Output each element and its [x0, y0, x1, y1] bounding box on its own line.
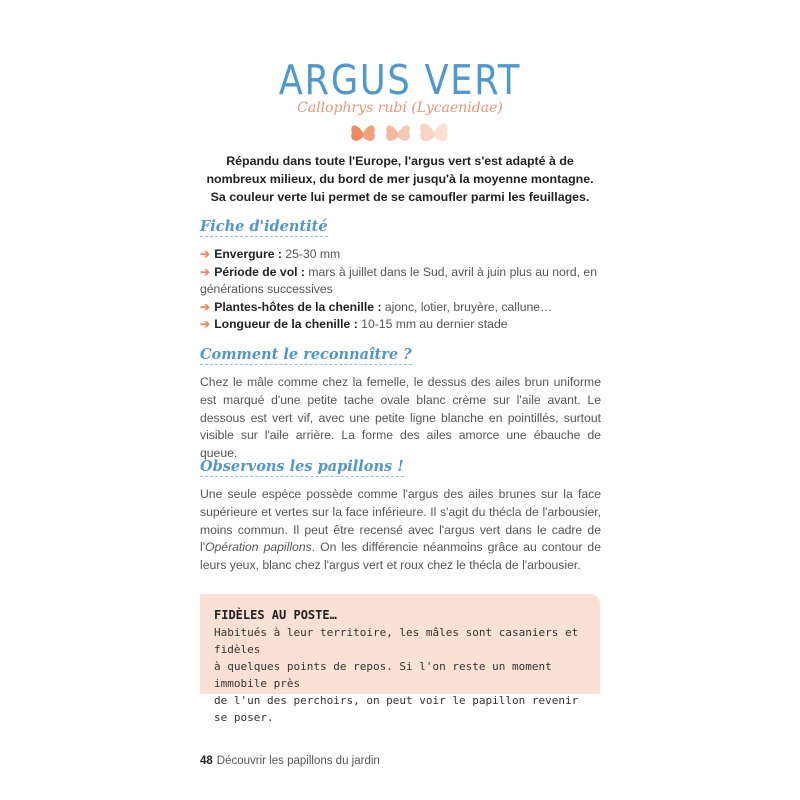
fiche-label: Plantes-hôtes de la chenille :: [214, 299, 382, 314]
butterfly-icons: [346, 118, 454, 148]
butterfly-icon: [420, 124, 448, 142]
section-heading-observons: Observons les papillons !: [200, 458, 404, 475]
paragraph-text: . On les différencie néanmoins grâce au contour de leurs yeux, blanc chez l'argus vert et roux chez le thécla de l'arbousier.: [200, 540, 601, 573]
fiche-label: Période de vol :: [214, 264, 305, 279]
page-title: ARGUS VERT: [278, 56, 522, 104]
fiche-value: 25-30 mm: [285, 247, 341, 261]
info-box-title: FIDÈLES AU POSTE…: [214, 608, 337, 622]
info-box-line: de l'un des perchoirs, on peut voir le papillon revenir se poser.: [214, 694, 579, 724]
butterfly-icon: [386, 125, 410, 140]
arrow-icon: ➔: [200, 299, 211, 314]
fiche-value: ajonc, lotier, bruyère, callune…: [384, 299, 553, 314]
observons-paragraph: [200, 486, 601, 575]
fiche-value: 10-15 mm au dernier stade: [361, 317, 508, 331]
fiche-list: [200, 246, 610, 334]
reconnaitre-paragraph: Chez le mâle comme chez la femelle, le dessus des ailes brun uniforme est marqué d'une petite tache ovale blanc crème sur l'aile avant. Le dessous est vert vif, avec une petite ligne blanche en pointillés, surtout visible sur l'aile arrière. La forme des ailes amorce une ébauche de queue.: [200, 375, 601, 461]
page-footer: [200, 755, 380, 767]
scientific-name: Callophrys rubi (Lycaenidae): [297, 100, 503, 116]
list-item: [200, 316, 610, 334]
arrow-icon: ➔: [200, 317, 211, 331]
info-box-line: Habitués à leur territoire, les mâles sont casaniers et fidèles: [214, 626, 579, 656]
intro-paragraph: Répandu dans toute l'Europe, l'argus vert s'est adapté à de nombreux milieux, du bord de mer jusqu'à la moyenne montagne. Sa couleur verte lui permet de se camoufler parmi les feuillages.: [206, 154, 594, 204]
list-item: [200, 264, 610, 299]
butterfly-icon: [351, 125, 375, 140]
list-item: [200, 246, 610, 264]
section-heading-reconnaitre: Comment le reconnaître ?: [200, 346, 412, 363]
arrow-icon: ➔: [200, 264, 211, 279]
section-heading-fiche: Fiche d'identité: [200, 218, 328, 235]
fiche-label: Envergure :: [214, 247, 282, 261]
arrow-icon: ➔: [200, 247, 211, 261]
info-box: [200, 594, 600, 724]
paragraph-text: Une seule espèce possède comme l'argus des ailes brunes sur la face supérieure et vertes sur la face inférieure. Il s'agit du thécla de l'arbousier, moins commun. Il peut être recensé avec l'argus vert dans le cadre de l': [200, 487, 601, 555]
book-title: Découvrir les papillons du jardin: [216, 755, 380, 767]
page-number: 48: [200, 755, 213, 767]
fiche-label: Longueur de la chenille :: [214, 317, 358, 331]
info-box-line: à quelques points de repos. Si l'on reste un moment immobile près: [214, 660, 552, 690]
fiche-value: mars à juillet dans le Sud, avril à juin plus au nord, en générations successives: [200, 264, 597, 296]
operation-name: Opération papillons: [205, 540, 312, 555]
info-box-text: [214, 624, 584, 726]
list-item: [200, 299, 610, 317]
